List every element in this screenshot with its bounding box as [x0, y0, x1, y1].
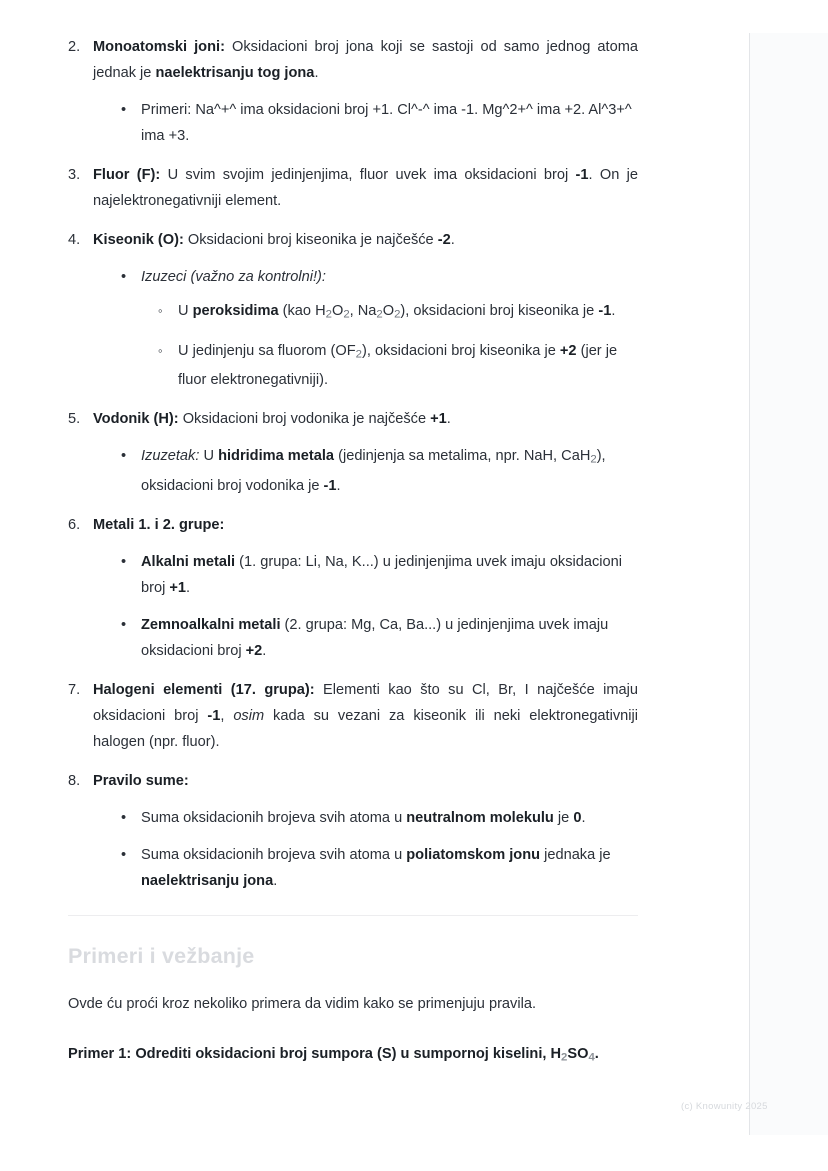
subitem-text: (2. grupa: Mg, Ca, Ba...) u jedinjenjima uvek imaju oksidacioni broj [141, 616, 609, 659]
list-item [118, 443, 638, 499]
exception-lead: U [199, 448, 219, 464]
rule-subitems [93, 264, 638, 393]
copyright-watermark: (c) Knowunity 2025 [681, 1101, 768, 1112]
subitem-value: 0 [573, 809, 582, 826]
exception-mid3: , Na [349, 303, 377, 319]
subscript: 2 [325, 308, 332, 321]
document-content [68, 34, 638, 1070]
list-item [155, 298, 638, 328]
rule-paragraph [93, 227, 638, 253]
list-item [118, 97, 638, 149]
exception-mid2: O [331, 303, 344, 319]
list-marker: 5. [68, 411, 81, 427]
rule-paragraph [93, 768, 638, 794]
subitem-term: Zemnoalkalni metali [141, 616, 281, 633]
subscript: 2 [394, 308, 401, 321]
exception-mid: ), oksidacioni broj kiseonika je [361, 342, 560, 359]
rule-title: Monoatomski joni: [93, 39, 225, 55]
exception-lead: U [178, 303, 193, 319]
subitem-tail: . [273, 872, 278, 889]
subitem-text: (1. grupa: Li, Na, K...) u jedinjenjima uvek imaju oksidacioni broj [141, 553, 623, 596]
list-item [118, 264, 638, 393]
subitem-lead: Suma oksidacionih brojeva svih atoma u [141, 846, 407, 863]
exception-value: -1 [598, 303, 612, 319]
rule-item-monoatomski-joni [68, 34, 638, 149]
rule-body-text: Oksidacioni broj kiseonika je najčešće [183, 232, 438, 248]
spacer [68, 916, 638, 941]
subitem-text: jednaka je [540, 846, 611, 863]
subitem-value: naelektrisanju jona [141, 872, 274, 889]
circle-bullet-icon: ◦ [158, 303, 163, 318]
rule-subitems [93, 805, 638, 894]
rule-item-pravilo-sume [68, 768, 638, 894]
rule-item-metali [68, 512, 638, 664]
rule-body-tail: . On je najelektronegativniji element. [93, 167, 638, 209]
circle-bullet-icon: ◦ [158, 342, 163, 358]
exception-tail: (jer je fluor elektronegativniji). [178, 342, 618, 388]
bullet-icon: • [121, 102, 127, 118]
list-marker: 7. [68, 681, 81, 698]
example-mid: SO [567, 1045, 589, 1062]
exception-term: peroksidima [192, 303, 279, 319]
exceptions-label: Izuzeci (važno za kontrolni!): [141, 269, 326, 285]
rule-body-tail: . [446, 411, 451, 427]
list-marker: 3. [68, 167, 81, 183]
list-marker: 6. [68, 516, 81, 533]
rule-subitems [93, 443, 638, 499]
bullet-icon: • [121, 846, 127, 863]
rule-highlight: -2 [437, 232, 451, 248]
list-item [118, 612, 638, 664]
rule-title: Halogeni elementi (17. grupa): [93, 681, 315, 698]
exception-tail: . [611, 303, 616, 319]
exception-value: +2 [559, 342, 577, 359]
oxidation-rules-list [68, 34, 638, 894]
bullet-icon: • [121, 616, 127, 633]
spacer [68, 894, 638, 915]
rule-paragraph [93, 512, 638, 538]
subscript: 2 [376, 308, 383, 321]
subscript: 2 [343, 308, 350, 321]
subitem-text: Primeri: Na^+^ ima oksidacioni broj +1. Cl^-^ ima -1. Mg^2+^ ima +2. Al^3+^ ima +3. [141, 102, 632, 144]
list-marker: 4. [68, 232, 81, 248]
rule-body-text: U svim svojim jedinjenjima, fluor uvek ima oksidacioni broj [160, 167, 576, 183]
list-item [118, 549, 638, 601]
subitem-value: +2 [245, 642, 263, 659]
rule-body-text: Oksidacioni broj jona koji se sastoji od samo jednog atoma jednak je [93, 39, 638, 81]
rule-paragraph [93, 162, 638, 214]
rule-paragraph [93, 34, 638, 86]
rule-title: Kiseonik (O): [93, 232, 184, 248]
bullet-icon: • [121, 269, 127, 285]
rule-title: Metali 1. i 2. grupe: [93, 516, 225, 533]
spacer [68, 1017, 638, 1041]
list-item [118, 842, 638, 894]
rule-item-halogeni [68, 677, 638, 755]
page-side-panel [749, 33, 828, 1135]
subitem-text: je [553, 809, 574, 826]
rule-paragraph: Halogeni elementi (17. grupa): Elementi kao što su Cl, Br, I najčešće imaju oksidacioni broj -1, osim kada su vezani za kiseonik ili neki elektronegativniji halogen (npr. fluor). [93, 681, 639, 750]
example-lead: Primer 1: Odrediti oksidacioni broj sumpora (S) u sumpornoj kiselini, H [68, 1045, 562, 1062]
example-1-statement [68, 1041, 638, 1071]
exception-mid: (kao H [278, 303, 326, 319]
rule-subitems [93, 97, 638, 149]
subscript: 2 [590, 453, 597, 466]
rule-item-fluor [68, 162, 638, 214]
rule-body-tail: kada su vezani za kiseonik ili neki elektronegativniji halogen (npr. fluor). [93, 707, 638, 750]
subitem-tail: . [186, 579, 191, 596]
rule-title: Pravilo sume: [93, 772, 189, 789]
subitem-value: +1 [169, 579, 187, 596]
subitem-tail: . [262, 642, 267, 659]
subscript: 2 [355, 348, 362, 360]
rule-highlight: -1 [575, 167, 589, 183]
spacer [68, 971, 638, 991]
exception-value: -1 [323, 477, 337, 494]
list-item [155, 338, 638, 394]
exception-tail: . [336, 477, 341, 494]
subscript: 4 [588, 1051, 595, 1063]
bullet-icon: • [121, 553, 127, 570]
subitem-term: Alkalni metali [141, 553, 236, 570]
subitem-lead: Suma oksidacionih brojeva svih atoma u [141, 809, 407, 826]
example-tail: . [594, 1045, 599, 1062]
exception-mid2: ), oksidacioni broj vodonika je [141, 448, 606, 494]
rule-title: Fluor (F): [93, 167, 161, 183]
exception-label: Izuzetak: [141, 448, 200, 464]
subscript: 2 [561, 1051, 568, 1063]
rule-body-tail: . [450, 232, 455, 248]
rule-body-text: Elementi kao što su Cl, Br, I najčešće imaju oksidacioni broj [93, 681, 639, 724]
exception-mid4: O [382, 303, 395, 319]
subitem-term: poliatomskom jonu [406, 846, 541, 863]
rule-highlight: +1 [430, 411, 447, 427]
rule-paragraph [93, 406, 638, 432]
rule-item-vodonik [68, 406, 638, 499]
bullet-icon: • [121, 448, 127, 464]
exception-mid: (jedinjenja sa metalima, npr. NaH, CaH [334, 448, 591, 464]
section-intro-text: Ovde ću proći kroz nekoliko primera da vidim kako se primenjuju pravila. [68, 995, 537, 1012]
rule-title: Vodonik (H): [93, 411, 179, 427]
rule-highlight: naelektrisanju tog jona [155, 65, 315, 81]
subitem-tail: . [581, 809, 586, 826]
rule-item-kiseonik [68, 227, 638, 393]
page-title: Primeri i vežbanje [68, 943, 255, 968]
rule-highlight: -1 [207, 707, 221, 724]
rule-body-text: Oksidacioni broj vodonika je najčešće [178, 411, 431, 427]
exception-mid5: ), oksidacioni broj kiseonika je [400, 303, 599, 319]
rule-italic-word: osim [233, 707, 265, 724]
rule-body-tail: . [314, 65, 319, 81]
bullet-icon: • [121, 809, 127, 826]
list-marker: 8. [68, 772, 81, 789]
list-marker: 2. [68, 39, 81, 55]
exception-term: hidridima metala [218, 448, 335, 464]
subitem-term: neutralnom molekulu [406, 809, 554, 826]
exception-list [141, 298, 638, 393]
list-item [118, 805, 638, 831]
exception-lead: U jedinjenju sa fluorom (OF [178, 342, 356, 359]
rule-subitems [93, 549, 638, 664]
